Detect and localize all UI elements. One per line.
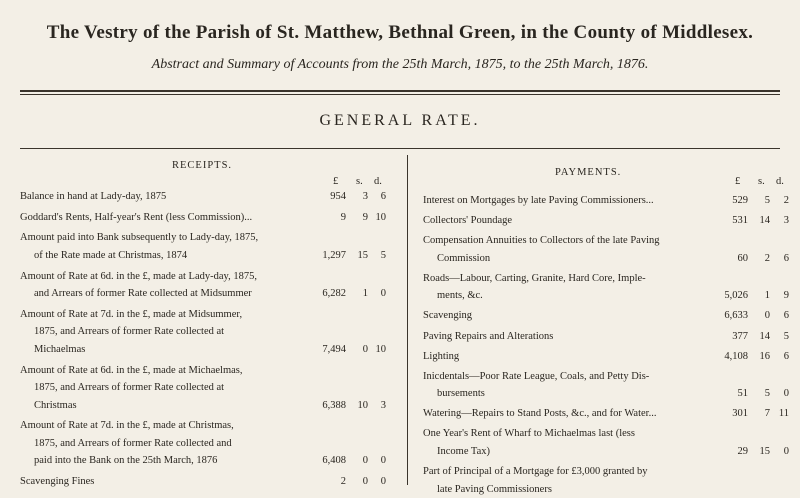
payments-amount-shillings: 0 <box>752 307 770 325</box>
payments-description: Part of Principal of a Mortgage for £3,000 granted by <box>423 463 648 481</box>
receipts-amount-pounds: 7,494 <box>310 341 346 359</box>
payments-amount-pounds: 377 <box>712 328 748 346</box>
payments-amount-shillings: 7 <box>752 405 770 423</box>
double-rule-bottom <box>20 94 780 95</box>
payments-amount-pounds: 29 <box>712 443 748 461</box>
receipts-description: Amount paid into Bank subsequently to Lady-day, 1875, <box>20 229 258 247</box>
receipts-row <box>20 229 390 264</box>
payments-row <box>423 348 791 366</box>
payments-amount-pence: 6 <box>773 348 789 366</box>
payments-description: Income Tax) <box>437 443 490 461</box>
payments-description: Interest on Mortgages by late Paving Commissioners... <box>423 192 654 210</box>
payments-pounds-header: £ <box>735 176 740 187</box>
payments-amount-pounds: 51 <box>712 385 748 403</box>
receipts-amount-shillings: 10 <box>350 397 368 415</box>
payments-description: Lighting <box>423 348 459 366</box>
receipts-description: Amount of Rate at 7d. in the £, made at Midsummer, <box>20 306 242 324</box>
payments-row <box>423 270 791 305</box>
payments-amount-pounds: 4,108 <box>712 348 748 366</box>
document-title: The Vestry of the Parish of St. Matthew, Bethnal Green, in the County of Middlesex. <box>0 22 800 44</box>
payments-amount-pence: 3 <box>773 212 789 230</box>
payments-amount-shillings: 14 <box>752 328 770 346</box>
receipts-amount-pence: 0 <box>370 285 386 303</box>
payments-amount-pounds: 5,026 <box>712 287 748 305</box>
document-subtitle: Abstract and Summary of Accounts from the 25th March, 1875, to the 25th March, 1876. <box>0 57 800 73</box>
receipts-description: Christmas <box>34 397 77 415</box>
receipts-amount-pence: 5 <box>370 247 386 265</box>
receipts-amount-pounds: 954 <box>310 188 346 206</box>
payments-amount-pounds: 301 <box>712 405 748 423</box>
receipts-row <box>20 417 390 470</box>
payments-row <box>423 463 791 498</box>
payments-row <box>423 192 791 210</box>
payments-pence-header: d. <box>776 176 784 187</box>
receipts-amount-pence: 0 <box>370 452 386 470</box>
receipts-description: and Arrears of former Rate collected at Midsummer <box>34 285 252 303</box>
payments-amount-pounds: 6,633 <box>712 307 748 325</box>
payments-description: Commission <box>437 250 490 268</box>
receipts-description: 1875, and Arrears of former Rate collected and <box>34 435 232 453</box>
receipts-amount-shillings: 15 <box>350 247 368 265</box>
payments-shillings-header: s. <box>758 176 765 187</box>
receipts-description: of the Rate made at Christmas, 1874 <box>34 247 187 265</box>
receipts-amount-pence: 6 <box>370 188 386 206</box>
payments-amount-shillings: 1 <box>752 287 770 305</box>
column-divider <box>407 155 408 485</box>
receipts-row <box>20 188 390 206</box>
receipts-row <box>20 306 390 359</box>
payments-amount-pence: 11 <box>773 405 789 423</box>
payments-amount-shillings: 5 <box>752 385 770 403</box>
payments-amount-pence: 0 <box>773 385 789 403</box>
receipts-amount-shillings: 0 <box>350 341 368 359</box>
payments-row <box>423 405 791 423</box>
payments-description: ments, &c. <box>437 287 483 305</box>
receipts-description: Michaelmas <box>34 341 85 359</box>
receipts-amount-shillings: 1 <box>350 285 368 303</box>
payments-amount-shillings: 15 <box>752 443 770 461</box>
payments-amount-shillings: 5 <box>752 192 770 210</box>
payments-description: Collectors' Poundage <box>423 212 512 230</box>
receipts-description: Scavenging Fines <box>20 473 94 491</box>
receipts-heading: RECEIPTS. <box>172 160 232 171</box>
receipts-amount-shillings: 0 <box>350 452 368 470</box>
payments-amount-pence: 5 <box>773 328 789 346</box>
receipts-amount-pence: 3 <box>370 397 386 415</box>
receipts-description: Amount of Rate at 6d. in the £, made at Lady-day, 1875, <box>20 268 257 286</box>
receipts-row <box>20 473 390 491</box>
payments-amount-pence: 9 <box>773 287 789 305</box>
section-heading: GENERAL RATE. <box>0 112 800 130</box>
payments-description: bursements <box>437 385 485 403</box>
payments-amount-pounds: 529 <box>712 192 748 210</box>
receipts-amount-pounds: 1,297 <box>310 247 346 265</box>
payments-row <box>423 232 791 267</box>
receipts-row <box>20 209 390 227</box>
receipts-amount-pounds: 6,388 <box>310 397 346 415</box>
payments-description: One Year's Rent of Wharf to Michaelmas last (less <box>423 425 635 443</box>
receipts-description: Goddard's Rents, Half-year's Rent (less Commission)... <box>20 209 252 227</box>
payments-amount-pence: 2 <box>773 192 789 210</box>
receipts-amount-pounds: 6,282 <box>310 285 346 303</box>
payments-amount-pounds: 60 <box>712 250 748 268</box>
receipts-amount-pence: 10 <box>370 341 386 359</box>
receipts-amount-pounds: 2 <box>310 473 346 491</box>
payments-amount-pounds: 531 <box>712 212 748 230</box>
payments-amount-pence: 6 <box>773 250 789 268</box>
payments-description: Inicdentals—Poor Rate League, Coals, and Petty Dis- <box>423 368 649 386</box>
payments-row <box>423 425 791 460</box>
receipts-description: Amount of Rate at 7d. in the £, made at Christmas, <box>20 417 234 435</box>
payments-description: Watering—Repairs to Stand Posts, &c., and for Water... <box>423 405 656 423</box>
receipts-pounds-header: £ <box>333 176 338 187</box>
payments-amount-pence: 0 <box>773 443 789 461</box>
payments-row <box>423 368 791 403</box>
receipts-description: 1875, and Arrears of former Rate collected at <box>34 379 224 397</box>
receipts-row <box>20 268 390 303</box>
payments-amount-shillings: 16 <box>752 348 770 366</box>
payments-amount-shillings: 14 <box>752 212 770 230</box>
receipts-amount-pence: 10 <box>370 209 386 227</box>
receipts-amount-pounds: 9 <box>310 209 346 227</box>
receipts-amount-shillings: 0 <box>350 473 368 491</box>
receipts-description: paid into the Bank on the 25th March, 1876 <box>34 452 217 470</box>
payments-description: Paving Repairs and Alterations <box>423 328 553 346</box>
receipts-description: Amount of Rate at 6d. in the £, made at Michaelmas, <box>20 362 242 380</box>
receipts-amount-shillings: 3 <box>350 188 368 206</box>
payments-description: Compensation Annuities to Collectors of the late Paving <box>423 232 660 250</box>
receipts-description: 1875, and Arrears of former Rate collected at <box>34 323 224 341</box>
receipts-amount-pence: 0 <box>370 473 386 491</box>
payments-amount-pence: 6 <box>773 307 789 325</box>
payments-description: late Paving Commissioners <box>437 481 552 498</box>
receipts-pence-header: d. <box>374 176 382 187</box>
payments-amount-shillings: 2 <box>752 250 770 268</box>
payments-row <box>423 212 791 230</box>
payments-description: Roads—Labour, Carting, Granite, Hard Core, Imple- <box>423 270 646 288</box>
double-rule-top <box>20 90 780 92</box>
payments-description: Scavenging <box>423 307 472 325</box>
receipts-amount-pounds: 6,408 <box>310 452 346 470</box>
receipts-row <box>20 362 390 415</box>
payments-row <box>423 307 791 325</box>
section-rule <box>20 148 780 149</box>
receipts-shillings-header: s. <box>356 176 363 187</box>
payments-row <box>423 328 791 346</box>
receipts-description: Balance in hand at Lady-day, 1875 <box>20 188 166 206</box>
receipts-amount-shillings: 9 <box>350 209 368 227</box>
payments-heading: PAYMENTS. <box>555 167 621 178</box>
